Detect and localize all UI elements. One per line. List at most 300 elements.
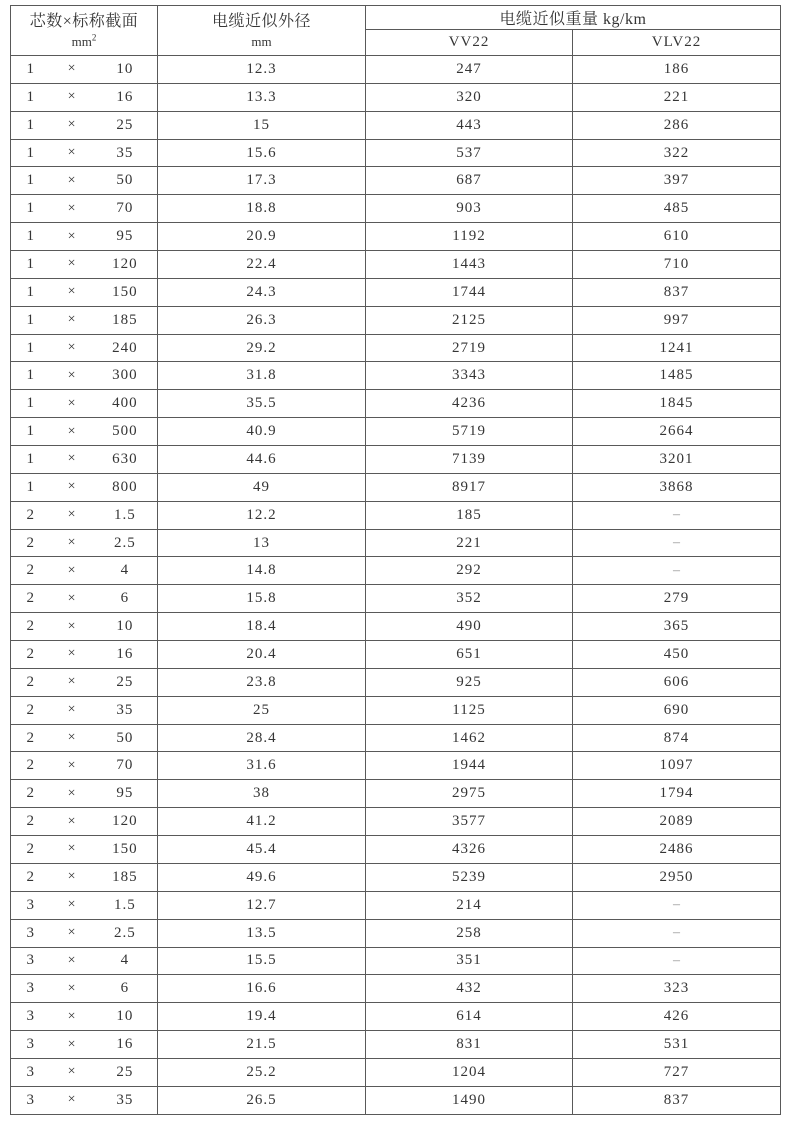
table-row bbox=[11, 111, 781, 139]
multiply-icon: × bbox=[67, 228, 76, 244]
multiply-icon: × bbox=[67, 479, 76, 495]
core-section-cell bbox=[11, 362, 158, 390]
vv22-weight-cell: 2975 bbox=[366, 780, 573, 808]
section-size: 800 bbox=[112, 478, 138, 495]
core-count: 2 bbox=[26, 506, 35, 523]
core-count: 1 bbox=[26, 88, 35, 105]
vlv22-weight-cell: 365 bbox=[573, 613, 781, 641]
core-section-cell bbox=[11, 1003, 158, 1031]
vlv22-weight-cell: 323 bbox=[573, 975, 781, 1003]
core-count: 2 bbox=[26, 868, 35, 885]
multiply-icon: × bbox=[67, 507, 76, 523]
multiply-icon: × bbox=[67, 730, 76, 746]
section-size: 25 bbox=[116, 1063, 134, 1080]
multiply-icon: × bbox=[67, 145, 76, 160]
vv22-weight-cell: 2719 bbox=[366, 334, 573, 362]
multiply-icon: × bbox=[67, 535, 76, 551]
outer-diameter-cell: 28.4 bbox=[158, 724, 366, 752]
vv22-weight-cell: 1490 bbox=[366, 1086, 573, 1114]
core-section-cell bbox=[11, 557, 158, 585]
section-size: 25 bbox=[116, 673, 134, 690]
vlv22-weight-cell: 397 bbox=[573, 167, 781, 195]
outer-diameter-cell: 21.5 bbox=[158, 1031, 366, 1059]
core-count: 1 bbox=[26, 283, 35, 300]
vv22-weight-cell: 4326 bbox=[366, 836, 573, 864]
vv22-weight-cell: 1462 bbox=[366, 724, 573, 752]
core-count: 2 bbox=[26, 785, 35, 802]
section-size: 95 bbox=[116, 785, 134, 802]
multiply-icon: × bbox=[67, 980, 76, 996]
section-size: 16 bbox=[116, 1036, 134, 1052]
vv22-weight-cell: 7139 bbox=[366, 446, 573, 474]
table-row bbox=[11, 223, 781, 251]
core-count: 1 bbox=[26, 60, 35, 77]
core-count: 2 bbox=[26, 813, 35, 830]
vlv22-weight-cell: 2950 bbox=[573, 863, 781, 891]
core-count: 2 bbox=[26, 534, 35, 551]
vv22-weight-cell: 3577 bbox=[366, 808, 573, 836]
core-section-cell bbox=[11, 752, 158, 780]
multiply-icon: × bbox=[67, 952, 76, 968]
multiply-icon: × bbox=[67, 702, 76, 718]
vv22-weight-cell: 1944 bbox=[366, 752, 573, 780]
table-row bbox=[11, 167, 781, 195]
outer-diameter-cell: 29.2 bbox=[158, 334, 366, 362]
vv22-weight-cell: 352 bbox=[366, 585, 573, 613]
vlv22-weight-cell: 1097 bbox=[573, 752, 781, 780]
core-section-cell bbox=[11, 808, 158, 836]
table-row bbox=[11, 446, 781, 474]
vlv22-weight-cell: 1845 bbox=[573, 390, 781, 418]
header-od-title: 电缆近似外径 bbox=[211, 12, 311, 30]
multiply-icon: × bbox=[67, 1036, 76, 1052]
vlv22-weight-cell: 2664 bbox=[573, 418, 781, 446]
core-count: 3 bbox=[26, 1008, 35, 1025]
table-row bbox=[11, 641, 781, 669]
core-section-cell bbox=[11, 334, 158, 362]
table-row bbox=[11, 1003, 781, 1031]
vlv22-weight-cell: – bbox=[573, 529, 781, 557]
vlv22-weight-cell: 286 bbox=[573, 111, 781, 139]
core-count: 1 bbox=[26, 172, 35, 189]
section-size: 150 bbox=[112, 840, 138, 857]
table-row bbox=[11, 557, 781, 585]
table-row bbox=[11, 1031, 781, 1059]
outer-diameter-cell: 40.9 bbox=[158, 418, 366, 446]
core-section-cell bbox=[11, 418, 158, 446]
multiply-icon: × bbox=[67, 897, 76, 913]
vlv22-weight-cell: 2089 bbox=[573, 808, 781, 836]
section-size: 185 bbox=[112, 868, 138, 885]
section-size: 1.5 bbox=[113, 506, 136, 523]
vv22-weight-cell: 903 bbox=[366, 195, 573, 223]
multiply-icon: × bbox=[67, 367, 76, 383]
outer-diameter-cell: 49 bbox=[158, 473, 366, 501]
core-count: 2 bbox=[26, 645, 35, 662]
core-count: 3 bbox=[26, 1063, 35, 1080]
multiply-icon: × bbox=[67, 590, 76, 606]
vlv22-weight-cell: 450 bbox=[573, 641, 781, 669]
vlv22-weight-cell: 710 bbox=[573, 251, 781, 279]
section-size: 35 bbox=[116, 144, 134, 161]
core-section-cell bbox=[11, 641, 158, 669]
vlv22-weight-cell: – bbox=[573, 557, 781, 585]
vv22-weight-cell: 258 bbox=[366, 919, 573, 947]
core-section-cell bbox=[11, 83, 158, 111]
multiply-icon: × bbox=[67, 757, 76, 773]
multiply-icon: × bbox=[67, 423, 76, 439]
vlv22-weight-cell: 279 bbox=[573, 585, 781, 613]
outer-diameter-cell: 17.3 bbox=[158, 167, 366, 195]
core-section-cell bbox=[11, 223, 158, 251]
outer-diameter-cell: 14.8 bbox=[158, 557, 366, 585]
multiply-icon: × bbox=[67, 925, 76, 941]
outer-diameter-cell: 16.6 bbox=[158, 975, 366, 1003]
outer-diameter-cell: 31.8 bbox=[158, 362, 366, 390]
core-section-cell bbox=[11, 167, 158, 195]
section-size: 70 bbox=[116, 757, 134, 774]
table-header bbox=[11, 6, 781, 56]
table-row bbox=[11, 362, 781, 390]
section-size: 16 bbox=[116, 645, 134, 662]
outer-diameter-cell: 13.3 bbox=[158, 83, 366, 111]
outer-diameter-cell: 13.5 bbox=[158, 919, 366, 947]
outer-diameter-cell: 19.4 bbox=[158, 1003, 366, 1031]
outer-diameter-cell: 26.3 bbox=[158, 306, 366, 334]
core-section-cell bbox=[11, 975, 158, 1003]
table-row bbox=[11, 251, 781, 279]
core-count: 2 bbox=[26, 618, 35, 635]
vlv22-weight-cell: 837 bbox=[573, 1086, 781, 1114]
vv22-weight-cell: 3343 bbox=[366, 362, 573, 390]
core-section-cell bbox=[11, 529, 158, 557]
multiply-icon: × bbox=[67, 1008, 76, 1024]
multiply-icon: × bbox=[67, 340, 76, 356]
table-row bbox=[11, 919, 781, 947]
core-section-cell bbox=[11, 613, 158, 641]
section-size: 10 bbox=[116, 618, 134, 635]
core-section-cell bbox=[11, 1031, 158, 1059]
core-section-cell bbox=[11, 473, 158, 501]
core-section-cell bbox=[11, 947, 158, 975]
outer-diameter-cell: 15.5 bbox=[158, 947, 366, 975]
multiply-icon: × bbox=[67, 1092, 76, 1108]
multiply-icon: × bbox=[67, 562, 76, 578]
core-count: 3 bbox=[26, 1036, 35, 1052]
vlv22-weight-cell: 1485 bbox=[573, 362, 781, 390]
vv22-weight-cell: 443 bbox=[366, 111, 573, 139]
table-row bbox=[11, 306, 781, 334]
table-row bbox=[11, 278, 781, 306]
table-row bbox=[11, 863, 781, 891]
table-row bbox=[11, 390, 781, 418]
vv22-weight-cell: 1443 bbox=[366, 251, 573, 279]
outer-diameter-cell: 24.3 bbox=[158, 278, 366, 306]
header-vlv22: VLV22 bbox=[573, 30, 781, 56]
core-count: 1 bbox=[26, 144, 35, 161]
table-row bbox=[11, 947, 781, 975]
section-size: 630 bbox=[112, 450, 138, 467]
vlv22-weight-cell: – bbox=[573, 919, 781, 947]
multiply-icon: × bbox=[67, 1064, 76, 1080]
core-count: 1 bbox=[26, 395, 35, 412]
section-size: 6 bbox=[120, 590, 130, 607]
core-count: 2 bbox=[26, 562, 35, 579]
outer-diameter-cell: 31.6 bbox=[158, 752, 366, 780]
core-count: 3 bbox=[26, 896, 35, 913]
core-section-cell bbox=[11, 306, 158, 334]
section-size: 300 bbox=[112, 367, 138, 384]
multiply-icon: × bbox=[67, 674, 76, 690]
vv22-weight-cell: 221 bbox=[366, 529, 573, 557]
table-row bbox=[11, 139, 781, 167]
core-section-cell bbox=[11, 111, 158, 139]
vlv22-weight-cell: 874 bbox=[573, 724, 781, 752]
vv22-weight-cell: 1192 bbox=[366, 223, 573, 251]
multiply-icon: × bbox=[67, 200, 76, 216]
core-count: 2 bbox=[26, 590, 35, 607]
outer-diameter-cell: 20.4 bbox=[158, 641, 366, 669]
core-count: 2 bbox=[26, 840, 35, 857]
outer-diameter-cell: 25.2 bbox=[158, 1058, 366, 1086]
core-count: 3 bbox=[26, 980, 35, 997]
outer-diameter-cell: 41.2 bbox=[158, 808, 366, 836]
vv22-weight-cell: 4236 bbox=[366, 390, 573, 418]
outer-diameter-cell: 20.9 bbox=[158, 223, 366, 251]
section-size: 4 bbox=[120, 952, 130, 969]
table-row bbox=[11, 1058, 781, 1086]
vv22-weight-cell: 292 bbox=[366, 557, 573, 585]
multiply-icon: × bbox=[67, 869, 76, 885]
section-size: 35 bbox=[116, 1091, 134, 1108]
vv22-weight-cell: 925 bbox=[366, 668, 573, 696]
section-size: 120 bbox=[112, 255, 138, 272]
core-count: 1 bbox=[26, 450, 35, 467]
vlv22-weight-cell: – bbox=[573, 501, 781, 529]
table-row bbox=[11, 668, 781, 696]
multiply-icon: × bbox=[67, 813, 76, 829]
vlv22-weight-cell: 837 bbox=[573, 278, 781, 306]
vlv22-weight-cell: – bbox=[573, 891, 781, 919]
vlv22-weight-cell: 1241 bbox=[573, 334, 781, 362]
multiply-icon: × bbox=[67, 785, 76, 801]
vlv22-weight-cell: 606 bbox=[573, 668, 781, 696]
core-count: 1 bbox=[26, 228, 35, 245]
vlv22-weight-cell: 3868 bbox=[573, 473, 781, 501]
core-section-cell bbox=[11, 501, 158, 529]
core-section-cell bbox=[11, 195, 158, 223]
vv22-weight-cell: 537 bbox=[366, 139, 573, 167]
vv22-weight-cell: 5239 bbox=[366, 863, 573, 891]
core-count: 1 bbox=[26, 255, 35, 272]
vv22-weight-cell: 1125 bbox=[366, 696, 573, 724]
core-count: 1 bbox=[26, 423, 35, 440]
table-row bbox=[11, 836, 781, 864]
vlv22-weight-cell: 2486 bbox=[573, 836, 781, 864]
core-count: 1 bbox=[26, 367, 35, 384]
vlv22-weight-cell: 690 bbox=[573, 696, 781, 724]
core-section-cell bbox=[11, 446, 158, 474]
vv22-weight-cell: 651 bbox=[366, 641, 573, 669]
table-row bbox=[11, 195, 781, 223]
multiply-icon: × bbox=[67, 451, 76, 467]
cable-spec-table bbox=[10, 5, 781, 1115]
table-row bbox=[11, 418, 781, 446]
core-section-cell bbox=[11, 668, 158, 696]
outer-diameter-cell: 18.8 bbox=[158, 195, 366, 223]
section-size: 120 bbox=[112, 813, 138, 830]
table-row bbox=[11, 501, 781, 529]
outer-diameter-cell: 12.7 bbox=[158, 891, 366, 919]
core-section-cell bbox=[11, 251, 158, 279]
table-row bbox=[11, 752, 781, 780]
vlv22-weight-cell: 1794 bbox=[573, 780, 781, 808]
vv22-weight-cell: 1204 bbox=[366, 1058, 573, 1086]
multiply-icon: × bbox=[67, 841, 76, 857]
vv22-weight-cell: 5719 bbox=[366, 418, 573, 446]
table-row bbox=[11, 473, 781, 501]
table-row bbox=[11, 696, 781, 724]
table-row bbox=[11, 975, 781, 1003]
header-core-section-unit: $mm^2$ bbox=[71, 32, 97, 49]
vlv22-weight-cell: 3201 bbox=[573, 446, 781, 474]
outer-diameter-cell: 44.6 bbox=[158, 446, 366, 474]
core-count: 2 bbox=[26, 701, 35, 718]
multiply-icon: × bbox=[67, 284, 76, 300]
section-size: 70 bbox=[116, 200, 134, 217]
core-section-cell bbox=[11, 863, 158, 891]
vlv22-weight-cell: 322 bbox=[573, 139, 781, 167]
outer-diameter-cell: 15 bbox=[158, 111, 366, 139]
outer-diameter-cell: 23.8 bbox=[158, 668, 366, 696]
outer-diameter-cell: 45.4 bbox=[158, 836, 366, 864]
outer-diameter-cell: 38 bbox=[158, 780, 366, 808]
table-row bbox=[11, 1086, 781, 1114]
section-size: 16 bbox=[116, 88, 134, 105]
vv22-weight-cell: 351 bbox=[366, 947, 573, 975]
core-section-cell bbox=[11, 390, 158, 418]
vv22-weight-cell: 490 bbox=[366, 613, 573, 641]
vv22-weight-cell: 247 bbox=[366, 56, 573, 84]
section-size: 50 bbox=[116, 729, 134, 746]
core-section-cell bbox=[11, 696, 158, 724]
outer-diameter-cell: 35.5 bbox=[158, 390, 366, 418]
multiply-icon: × bbox=[67, 312, 76, 328]
vlv22-weight-cell: 426 bbox=[573, 1003, 781, 1031]
table-row bbox=[11, 529, 781, 557]
section-size: 10 bbox=[116, 1008, 134, 1025]
outer-diameter-cell: 22.4 bbox=[158, 251, 366, 279]
table-row bbox=[11, 724, 781, 752]
multiply-icon: × bbox=[67, 117, 76, 133]
header-od-unit: mm bbox=[251, 33, 272, 49]
core-count: 1 bbox=[26, 478, 35, 495]
vv22-weight-cell: 2125 bbox=[366, 306, 573, 334]
core-section-cell bbox=[11, 278, 158, 306]
core-section-cell bbox=[11, 919, 158, 947]
outer-diameter-cell: 12.2 bbox=[158, 501, 366, 529]
multiply-icon: × bbox=[67, 61, 76, 77]
vv22-weight-cell: 185 bbox=[366, 501, 573, 529]
table-row bbox=[11, 83, 781, 111]
vv22-weight-cell: 432 bbox=[366, 975, 573, 1003]
table-row bbox=[11, 585, 781, 613]
outer-diameter-cell: 15.6 bbox=[158, 139, 366, 167]
core-section-cell bbox=[11, 836, 158, 864]
table-row bbox=[11, 808, 781, 836]
core-count: 3 bbox=[26, 952, 35, 969]
core-section-cell bbox=[11, 585, 158, 613]
table-row bbox=[11, 780, 781, 808]
vlv22-weight-cell: 727 bbox=[573, 1058, 781, 1086]
outer-diameter-cell: 15.8 bbox=[158, 585, 366, 613]
vv22-weight-cell: 320 bbox=[366, 83, 573, 111]
header-outer-diameter bbox=[158, 6, 366, 56]
vlv22-weight-cell: 485 bbox=[573, 195, 781, 223]
core-count: 3 bbox=[26, 1091, 35, 1108]
section-size: 150 bbox=[112, 283, 138, 300]
multiply-icon: × bbox=[67, 618, 76, 634]
multiply-icon: × bbox=[67, 395, 76, 411]
vlv22-weight-cell: 186 bbox=[573, 56, 781, 84]
core-count: 1 bbox=[26, 339, 35, 356]
core-section-cell bbox=[11, 780, 158, 808]
core-count: 2 bbox=[26, 757, 35, 774]
section-size: 1.5 bbox=[113, 896, 136, 913]
multiply-icon: × bbox=[67, 172, 76, 188]
table-row bbox=[11, 56, 781, 84]
section-size: 400 bbox=[112, 395, 138, 412]
multiply-icon: × bbox=[67, 646, 76, 662]
vlv22-weight-cell: 610 bbox=[573, 223, 781, 251]
multiply-icon: × bbox=[67, 256, 76, 272]
vlv22-weight-cell: 997 bbox=[573, 306, 781, 334]
outer-diameter-cell: 25 bbox=[158, 696, 366, 724]
section-size: 4 bbox=[120, 562, 130, 579]
table-row bbox=[11, 613, 781, 641]
vv22-weight-cell: 831 bbox=[366, 1031, 573, 1059]
table-row bbox=[11, 334, 781, 362]
section-size: 95 bbox=[116, 228, 134, 245]
vv22-weight-cell: 687 bbox=[366, 167, 573, 195]
core-section-cell bbox=[11, 724, 158, 752]
section-size: 50 bbox=[116, 172, 134, 189]
section-size: 2.5 bbox=[113, 534, 136, 551]
section-size: 500 bbox=[112, 423, 138, 440]
section-size: 35 bbox=[116, 701, 134, 718]
outer-diameter-cell: 49.6 bbox=[158, 863, 366, 891]
outer-diameter-cell: 12.3 bbox=[158, 56, 366, 84]
vlv22-weight-cell: 221 bbox=[573, 83, 781, 111]
core-section-cell bbox=[11, 56, 158, 84]
vv22-weight-cell: 614 bbox=[366, 1003, 573, 1031]
vlv22-weight-cell: 531 bbox=[573, 1031, 781, 1059]
core-count: 2 bbox=[26, 673, 35, 690]
core-section-cell bbox=[11, 1058, 158, 1086]
section-size: 25 bbox=[116, 116, 134, 133]
table-body bbox=[11, 56, 781, 1115]
section-size: 2.5 bbox=[113, 924, 136, 941]
vv22-weight-cell: 214 bbox=[366, 891, 573, 919]
core-section-cell bbox=[11, 139, 158, 167]
core-count: 1 bbox=[26, 311, 35, 328]
core-count: 2 bbox=[26, 729, 35, 746]
section-size: 10 bbox=[116, 60, 134, 77]
core-count: 1 bbox=[26, 116, 35, 133]
header-vv22: VV22 bbox=[366, 30, 573, 56]
outer-diameter-cell: 18.4 bbox=[158, 613, 366, 641]
vlv22-weight-cell: – bbox=[573, 947, 781, 975]
